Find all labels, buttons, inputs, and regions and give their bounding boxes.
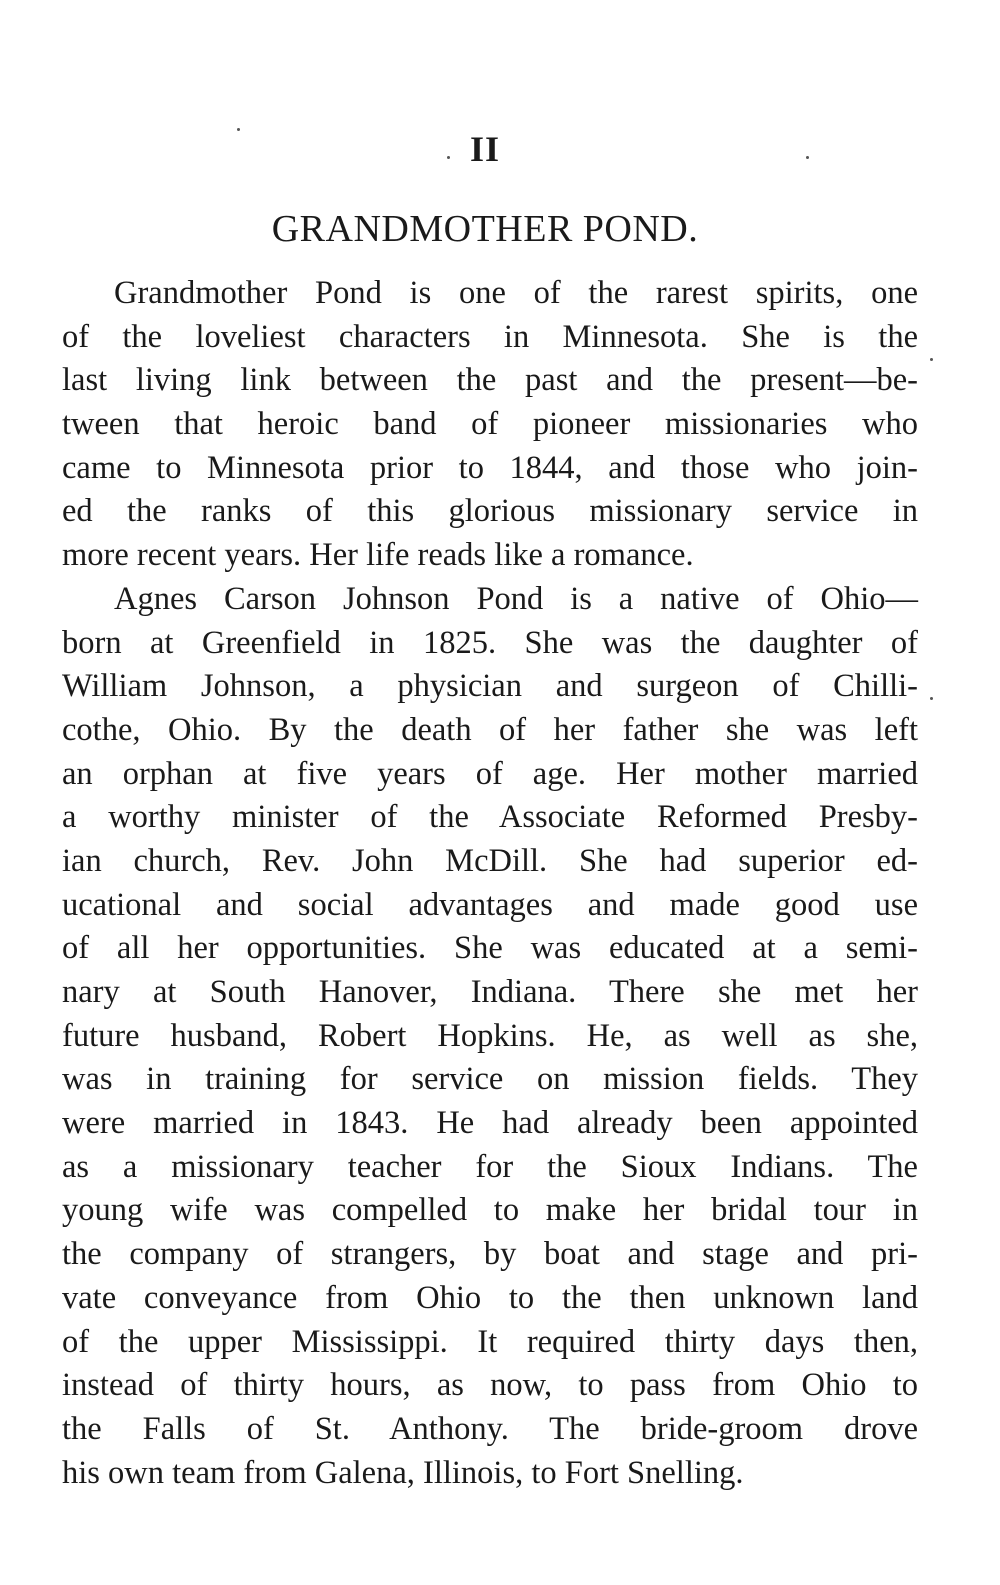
text-line: last living link between the past and the present—be- bbox=[62, 362, 918, 399]
text-line: was in training for service on mission fields. They bbox=[62, 1061, 918, 1098]
paragraph bbox=[62, 578, 918, 1495]
chapter-number: II bbox=[469, 129, 501, 169]
text-line: his own team from Galena, Illinois, to Fort Snelling. bbox=[62, 1454, 744, 1491]
text-line: William Johnson, a physician and surgeon of Chilli- bbox=[62, 668, 918, 705]
text-line: as a missionary teacher for the Sioux Indians. The bbox=[62, 1148, 918, 1185]
print-speck bbox=[930, 358, 933, 361]
text-line: were married in 1843. He had already been appointed bbox=[62, 1105, 918, 1142]
text-line: Grandmother Pond is one of the rarest spirits, one bbox=[114, 275, 918, 311]
text-line: of the upper Mississippi. It required thirty days then, bbox=[62, 1323, 918, 1360]
text-line: of the loveliest characters in Minnesota. She is the bbox=[62, 318, 918, 355]
chapter-title: GRANDMOTHER POND. bbox=[271, 208, 699, 250]
text-line: cothe, Ohio. By the death of her father she was left bbox=[62, 711, 918, 748]
text-line: young wife was compelled to make her bridal tour in bbox=[62, 1192, 918, 1229]
body-text bbox=[62, 272, 918, 1495]
text-line: ucational and social advantages and made good use bbox=[62, 886, 918, 923]
text-line: ian church, Rev. John McDill. She had superior ed- bbox=[62, 842, 918, 879]
text-line: an orphan at five years of age. Her mother married bbox=[62, 755, 918, 792]
text-line: a worthy minister of the Associate Reformed Presby- bbox=[62, 799, 918, 836]
text-line: more recent years. Her life reads like a romance. bbox=[62, 537, 694, 574]
text-line: nary at South Hanover, Indiana. There she met her bbox=[62, 974, 918, 1010]
paragraph bbox=[62, 272, 918, 578]
text-line: of all her opportunities. She was educated at a semi- bbox=[62, 930, 918, 967]
text-line: born at Greenfield in 1825. She was the daughter of bbox=[62, 624, 918, 661]
text-line: instead of thirty hours, as now, to pass from Ohio to bbox=[62, 1367, 918, 1404]
text-line: future husband, Robert Hopkins. He, as well as she, bbox=[62, 1017, 918, 1054]
text-line: Agnes Carson Johnson Pond is a native of Ohio— bbox=[114, 580, 918, 617]
text-line: vate conveyance from Ohio to the then unknown land bbox=[62, 1279, 918, 1316]
text-line: came to Minnesota prior to 1844, and those who join- bbox=[62, 449, 918, 486]
text-line: tween that heroic band of pioneer missionaries who bbox=[62, 406, 918, 443]
print-speck bbox=[930, 697, 933, 700]
text-line: ed the ranks of this glorious missionary service in bbox=[62, 493, 918, 530]
text-line: the Falls of St. Anthony. The bride-groom drove bbox=[62, 1410, 918, 1447]
text-line: the company of strangers, by boat and stage and pri- bbox=[62, 1236, 918, 1273]
